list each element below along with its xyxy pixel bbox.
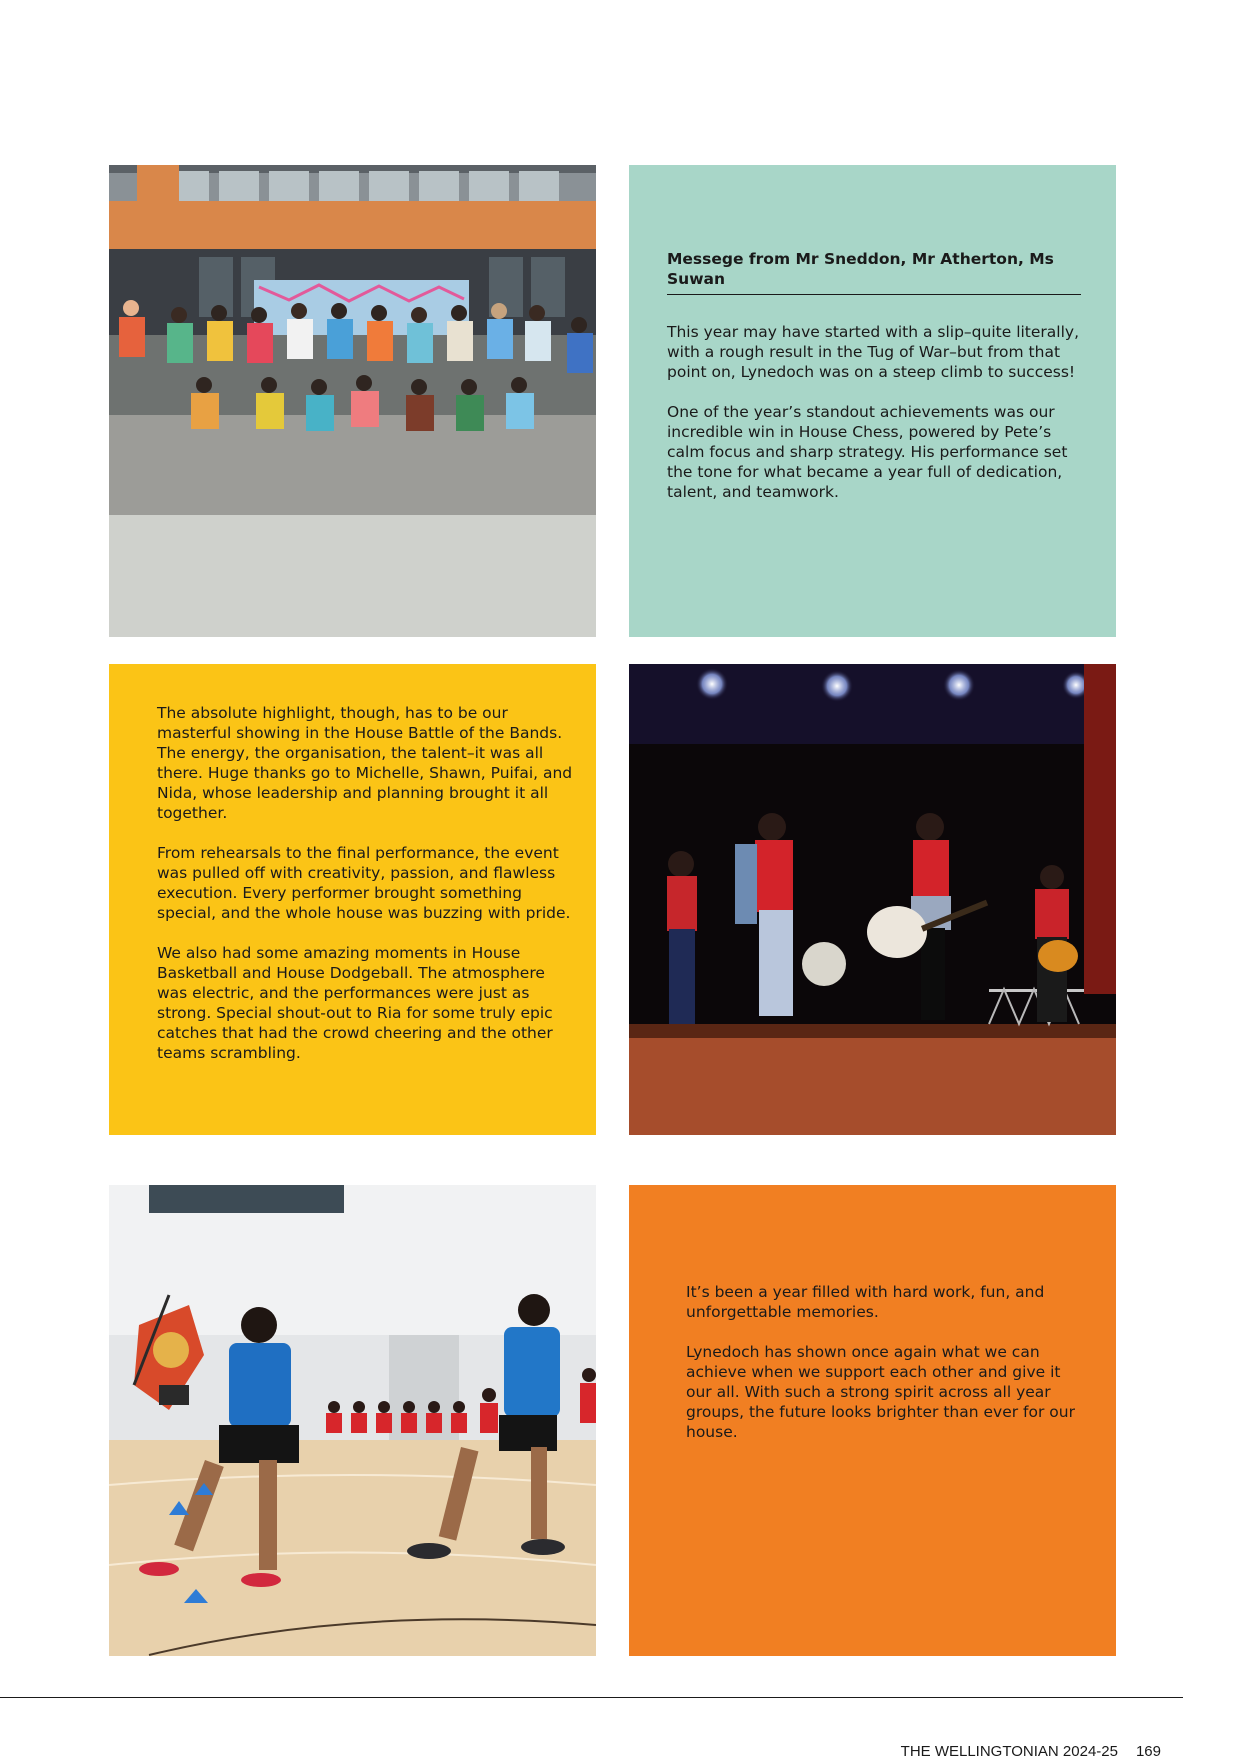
page-footer (901, 1743, 1161, 1763)
band-photo (629, 664, 1116, 1135)
dodgeball-photo (109, 1185, 596, 1656)
paragraph: It’s been a year filled with hard work, fun, and unforgettable memories. (686, 1283, 1045, 1321)
heading-divider (667, 294, 1081, 295)
paragraph: We also had some amazing moments in House Basketball and House Dodgeball. The atmosphere was electric, and the performances were just as strong. Special shout-out to Ria for some truly epic catches that had the crowd cheering and the other teams scrambling. (157, 944, 553, 1062)
message-heading: Messege from Mr Sneddon, Mr Atherton, Ms Suwan (667, 250, 1054, 288)
message-panel (629, 165, 1116, 637)
paragraph: One of the year’s standout achievements was our incredible win in House Chess, powered by Pete’s calm focus and sharp strategy. His performance set the tone for what became a year full of dedication, talent, and teamwork. (667, 403, 1068, 501)
paragraph: The absolute highlight, though, has to be our masterful showing in the House Battle of the Bands. The energy, the organisation, the talent–it was all there. Huge thanks go to Michelle, Shawn, Puifai, and Nida, whose leadership and planning brought it all together. (157, 704, 573, 822)
group-photo (109, 165, 596, 637)
highlights-panel (109, 664, 596, 1135)
highlights-body (157, 703, 577, 1083)
paragraph: From rehearsals to the final performance, the event was pulled off with creativity, passion, and flawless execution. Every performer brought something special, and the whole house was buzzing with pride. (157, 844, 571, 922)
paragraph: This year may have started with a slip–quite literally, with a rough result in the Tug of War–but from that point on, Lynedoch was on a steep climb to success! (667, 323, 1079, 381)
closing-body (686, 1282, 1086, 1462)
paragraph: Lynedoch has shown once again what we can achieve when we support each other and give it our all. With such a strong spirit across all year groups, the future looks brighter than ever for our house. (686, 1343, 1075, 1441)
closing-panel (629, 1185, 1116, 1656)
page-number: 169 (1135, 1743, 1161, 1760)
publication-title: THE WELLINGTONIAN 2024-25 (900, 1743, 1118, 1760)
message-body (667, 322, 1081, 522)
footer-divider (0, 1697, 1183, 1698)
